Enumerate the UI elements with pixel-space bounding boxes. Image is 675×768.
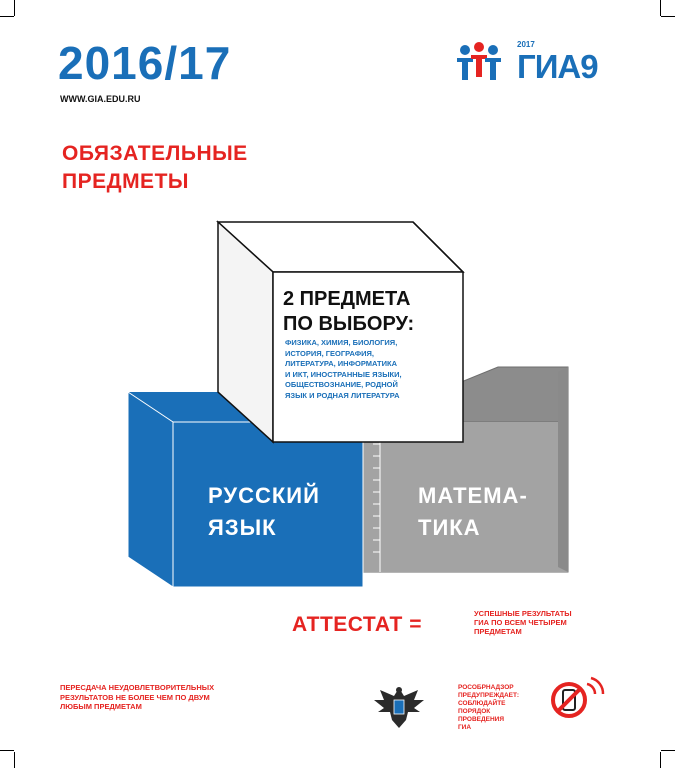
- mandatory-heading: [62, 140, 248, 196]
- retake-line: ПЕРЕСДАЧА НЕУДОВЛЕТВОРИТЕЛЬНЫХ: [60, 683, 215, 692]
- crop-mark-bottom-left-h: [0, 750, 14, 751]
- russian-label: [208, 480, 320, 544]
- heading-line-1: ОБЯЗАТЕЛЬНЫЕ: [62, 142, 248, 165]
- crop-mark-top-right: [660, 0, 661, 16]
- elective-title: [283, 287, 414, 337]
- attestat-desc-line: ПРЕДМЕТАМ: [474, 627, 522, 636]
- rosobr-line: ПРЕДУПРЕЖДАЕТ:: [458, 692, 520, 699]
- elective-subject-line: ОБЩЕСТВОЗНАНИЕ, РОДНОЙ: [285, 380, 398, 389]
- attestat-desc-line: ГИА ПО ВСЕМ ЧЕТЫРЕМ: [474, 618, 567, 627]
- crop-mark-bottom-left: [14, 752, 15, 768]
- retake-note: [60, 683, 290, 712]
- crop-mark-bottom-right: [660, 752, 661, 768]
- retake-line: ЛЮБЫМ ПРЕДМЕТАМ: [60, 702, 142, 711]
- rosobr-line: ПРОВЕДЕНИЯ: [458, 716, 505, 723]
- rosobr-line: РОСОБРНАДЗОР: [458, 684, 514, 691]
- no-phone-icon: [545, 672, 609, 724]
- year-title: 2016/17: [58, 37, 232, 89]
- website-link[interactable]: WWW.GIA.EDU.RU: [60, 94, 141, 104]
- elective-subject-line: И ИКТ, ИНОСТРАННЫЕ ЯЗЫКИ,: [285, 369, 402, 379]
- crop-mark-bottom-right-h: [661, 750, 675, 751]
- rosobr-line: СОБЛЮДАЙТЕ: [458, 700, 506, 707]
- crop-mark-top-right-h: [661, 16, 675, 17]
- math-label-line-1: МАТЕМА-: [418, 483, 528, 508]
- math-label: [418, 480, 528, 544]
- russian-label-line-2: ЯЗЫК: [208, 515, 277, 540]
- attestat-label: АТТЕСТАТ =: [292, 613, 422, 636]
- rosobr-line: ГИА: [458, 724, 472, 731]
- elective-subject-line: ФИЗИКА, ХИМИЯ, БИОЛОГИЯ,: [285, 338, 398, 347]
- attestat-desc-line: УСПЕШНЫЕ РЕЗУЛЬТАТЫ: [474, 609, 572, 618]
- elective-subjects: [285, 338, 445, 401]
- attestat-description: [474, 609, 624, 636]
- elective-subject-line: ЛИТЕРАТУРА, ИНФОРМАТИКА: [285, 359, 397, 368]
- elective-title-line-2: ПО ВЫБОРУ:: [283, 313, 415, 335]
- heading-line-2: ПРЕДМЕТЫ: [62, 170, 189, 193]
- gia9-logo: [455, 40, 625, 90]
- crop-mark-top-left-h: [0, 16, 14, 17]
- math-label-line-2: ТИКА: [418, 515, 481, 540]
- rosobr-line: ПОРЯДОК: [458, 708, 491, 715]
- eagle-emblem-icon: [370, 682, 428, 732]
- retake-line: РЕЗУЛЬТАТОВ НЕ БОЛЕЕ ЧЕМ ПО ДВУМ: [60, 692, 210, 702]
- elective-title-line-1: 2 ПРЕДМЕТА: [283, 288, 411, 310]
- logo-text: ГИА9: [517, 48, 598, 85]
- logo-year: 2017: [517, 40, 535, 49]
- elective-subject-line: ЯЗЫК И РОДНАЯ ЛИТЕРАТУРА: [285, 390, 400, 400]
- russian-label-line-1: РУССКИЙ: [208, 483, 320, 508]
- rosobrnadzor-note: [458, 684, 538, 732]
- gia-people-logo-icon: [455, 40, 513, 90]
- elective-subject-line: ИСТОРИЯ, ГЕОГРАФИЯ,: [285, 348, 374, 358]
- crop-mark-top-left: [14, 0, 15, 16]
